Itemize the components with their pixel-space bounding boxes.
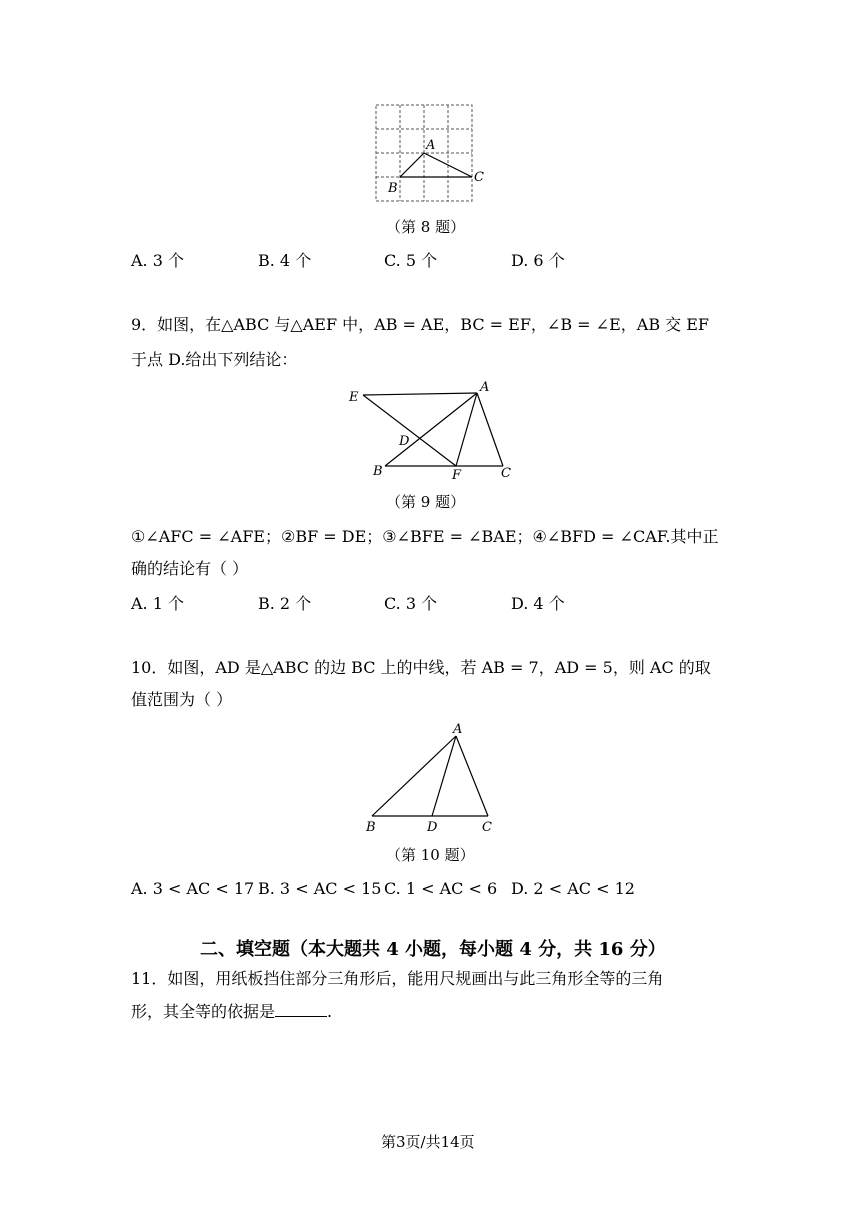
q9-statements-line2: 确的结论有（ ） (131, 559, 249, 578)
q9-segment-af (456, 393, 477, 466)
q10-label-c: C (482, 820, 492, 835)
q9-label-e: E (349, 390, 359, 405)
q9-label-c: C (501, 466, 511, 481)
q11-line2-suffix: . (327, 1002, 333, 1021)
q10-question-line1: 10．如图，AD 是△ABC 的边 BC 上的中线，若 AB = 7，AD = 5，则 AC 的取 (131, 658, 711, 677)
q9-segment-ea (363, 393, 477, 395)
q9-label-b: B (373, 464, 383, 479)
q8-option-d: D. 6 个 (511, 251, 565, 270)
q9-option-a: A. 1 个 (131, 594, 184, 613)
q9-caption: （第 9 题） (386, 493, 466, 511)
section-2-heading: 二、填空题（本大题共 4 小题，每小题 4 分，共 16 分） (200, 939, 666, 960)
q9-segment-ac (477, 393, 503, 466)
q10-option-d: D. 2 < AC < 12 (511, 879, 635, 898)
q8-label-c: C (474, 170, 484, 185)
q8-label-b: B (388, 181, 398, 196)
q9-statements-line1: ①∠AFC = ∠AFE；②BF = DE；③∠BFE = ∠BAE；④∠BFD = ∠CAF.其中正 (131, 527, 719, 546)
q10-segment-ac (456, 736, 488, 816)
q10-label-a: A (453, 722, 463, 737)
page-number-footer: 第3页/共14页 (381, 1133, 475, 1151)
q11-question-line1: 11．如图，用纸板挡住部分三角形后，能用尺规画出与此三角形全等的三角 (131, 969, 664, 988)
q8-option-b: B. 4 个 (258, 251, 312, 270)
q9-label-a: A (480, 380, 490, 395)
q10-option-b: B. 3 < AC < 15 (258, 879, 382, 898)
q10-label-d: D (427, 820, 438, 835)
q10-figure (362, 720, 502, 835)
q11-question-line2 (131, 1002, 332, 1022)
q8-triangle (400, 153, 472, 177)
q10-question-line2: 值范围为（ ） (131, 690, 233, 709)
q10-option-a: A. 3 < AC < 17 (131, 879, 255, 898)
q9-option-d: D. 4 个 (511, 594, 565, 613)
q9-figure (345, 380, 525, 483)
q9-option-c: C. 3 个 (384, 594, 438, 613)
q11-answer-blank (275, 1002, 327, 1017)
q9-question-line2: 于点 D.给出下列结论： (131, 350, 298, 369)
q9-question-line1: 9．如图，在△ABC 与△AEF 中，AB = AE，BC = EF，∠B = ∠E，AB 交 EF (131, 315, 710, 334)
q8-option-a: A. 3 个 (131, 251, 184, 270)
q8-label-a: A (426, 138, 436, 153)
q9-label-f: F (452, 468, 462, 483)
q9-option-b: B. 2 个 (258, 594, 312, 613)
q8-figure (374, 104, 484, 204)
q9-segment-ba (385, 393, 477, 466)
q9-label-d: D (399, 434, 410, 449)
q8-caption: （第 8 题） (386, 218, 466, 236)
q10-option-c: C. 1 < AC < 6 (384, 879, 498, 898)
q10-label-b: B (366, 820, 376, 835)
q8-option-c: C. 5 个 (384, 251, 438, 270)
q11-line2-prefix: 形，其全等的依据是 (131, 1002, 276, 1021)
q9-segment-ef (363, 395, 456, 466)
q10-caption: （第 10 题） (386, 846, 475, 864)
